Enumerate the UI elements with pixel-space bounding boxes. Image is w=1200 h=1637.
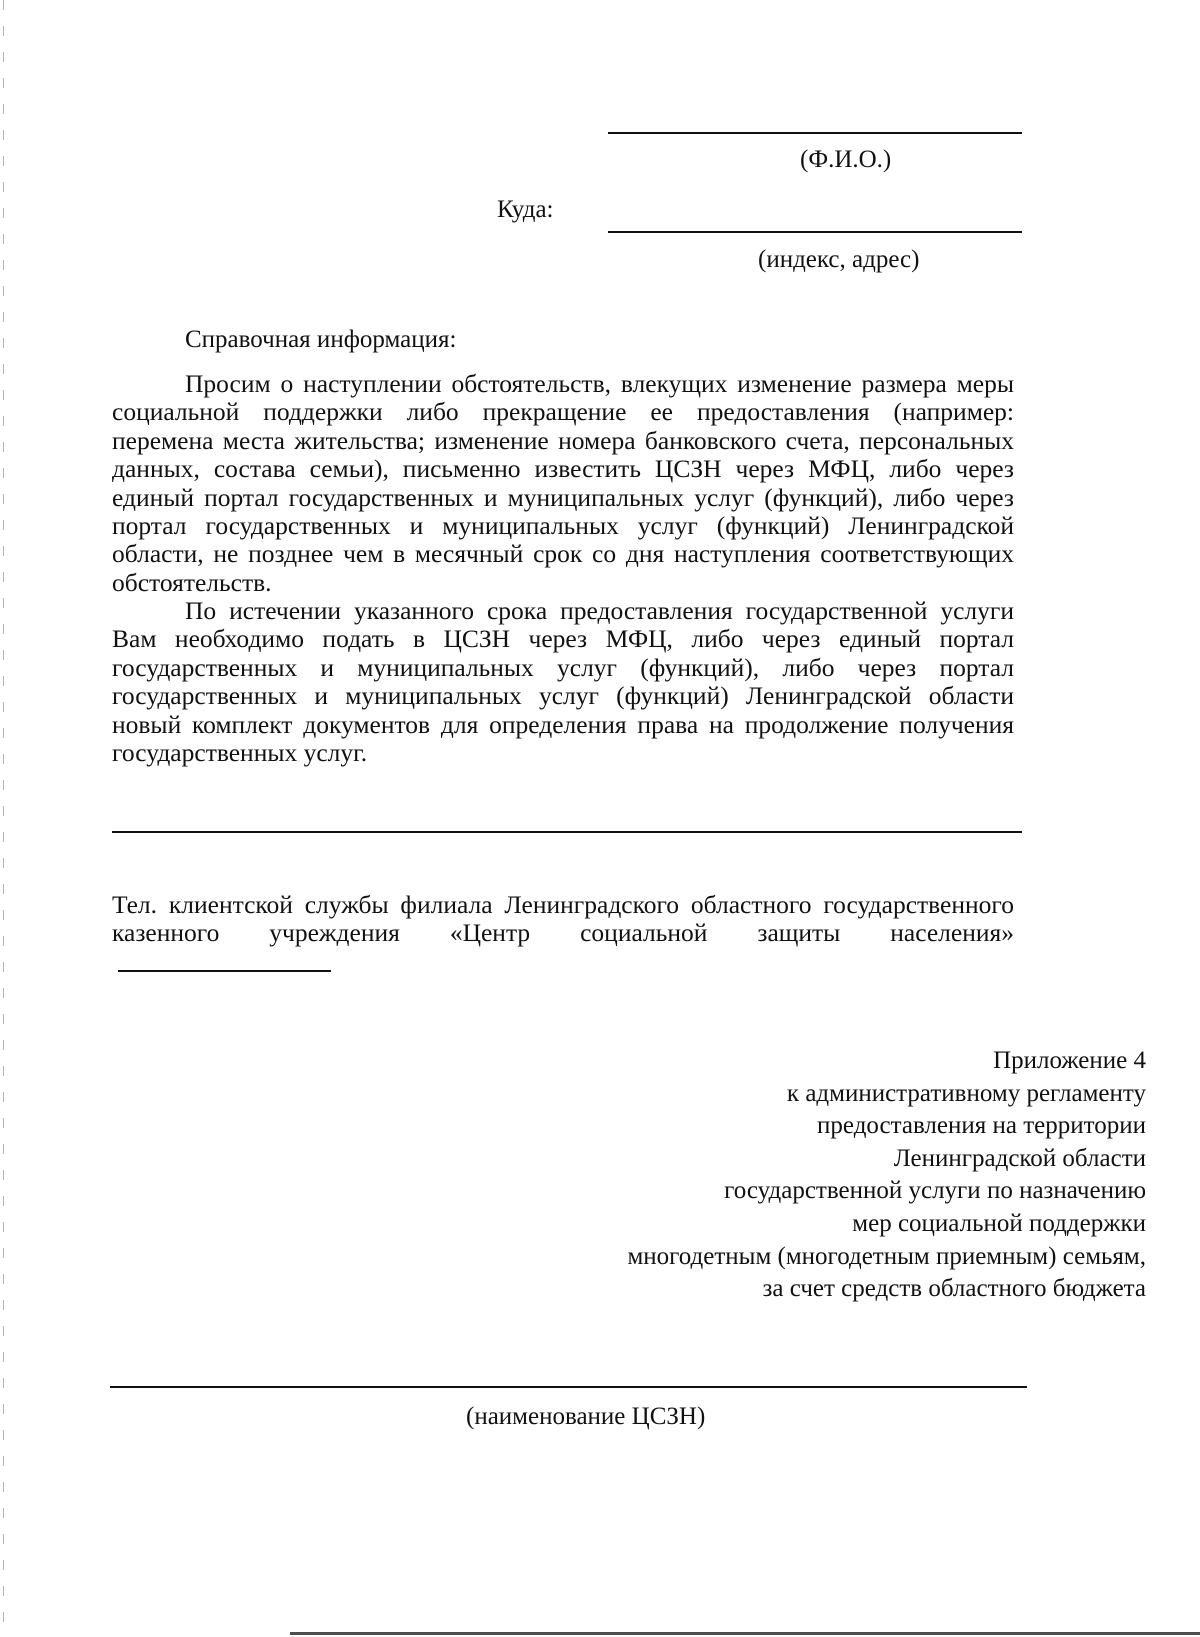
csznn-label: (наименование ЦСЗН) (466, 1403, 706, 1430)
appendix-block (627, 1045, 1146, 1306)
fio-blank-line (608, 132, 1022, 134)
phone-blank-line (118, 948, 331, 972)
kuda-label: Куда: (497, 196, 554, 223)
phone-paragraph (112, 891, 1014, 978)
scan-bottom-edge-artifact (0, 1632, 1200, 1635)
reference-paragraph-1 (112, 370, 1014, 597)
paragraph-2-text: По истечении указанного срока предоставления государственной услуги Вам необходимо подать в ЦСЗН через МФЦ, либо через единый портал государственных и муниципальных услуг (функций), либо через портал государственных и муниципальных услуг (функций) Ленинградской области новый комплект документов для определения права на продолжение получения государственных услуг. (112, 596, 1014, 768)
separator-line (112, 831, 1022, 833)
appendix-line: предоставления на территории (817, 1112, 1146, 1140)
appendix-line: за счет средств областного бюджета (762, 1275, 1146, 1303)
phone-text: Тел. клиентской службы филиала Ленинградского областного государственного казенного учреждения «Центр социальной защиты населения» (112, 890, 1014, 948)
appendix-line: мер социальной поддержки (852, 1209, 1146, 1237)
appendix-line: Приложение 4 (993, 1047, 1146, 1074)
fio-label: (Ф.И.О.) (800, 146, 892, 173)
scan-edge-artifact (3, 0, 4, 1637)
appendix-line: многодетным (многодетным приемным) семьям, (627, 1242, 1146, 1270)
appendix-line: государственной услуги по назначению (724, 1177, 1146, 1205)
reference-heading: Справочная информация: (185, 326, 457, 353)
paragraph-1-text: Просим о наступлении обстоятельств, влекущих изменение размера меры социальной поддержки либо прекращение ее предоставления (например: перемена места жительства; изменение номера банковского счета, персональных данных, состава семьи), письменно известить ЦСЗН через МФЦ, либо через единый портал государственных и муниципальных услуг (функций), либо через портал государственных и муниципальных услуг (функций) Ленинградской области, не позднее чем в месячный срок со дня наступления соответствующих обстоятельств. (112, 369, 1014, 597)
address-blank-line (608, 231, 1022, 233)
appendix-line: к административному регламенту (786, 1079, 1146, 1107)
appendix-line: Ленинградской области (893, 1144, 1146, 1172)
csznn-blank-line (110, 1386, 1027, 1388)
address-label: (индекс, адрес) (758, 246, 920, 273)
reference-paragraph-2 (112, 597, 1014, 767)
